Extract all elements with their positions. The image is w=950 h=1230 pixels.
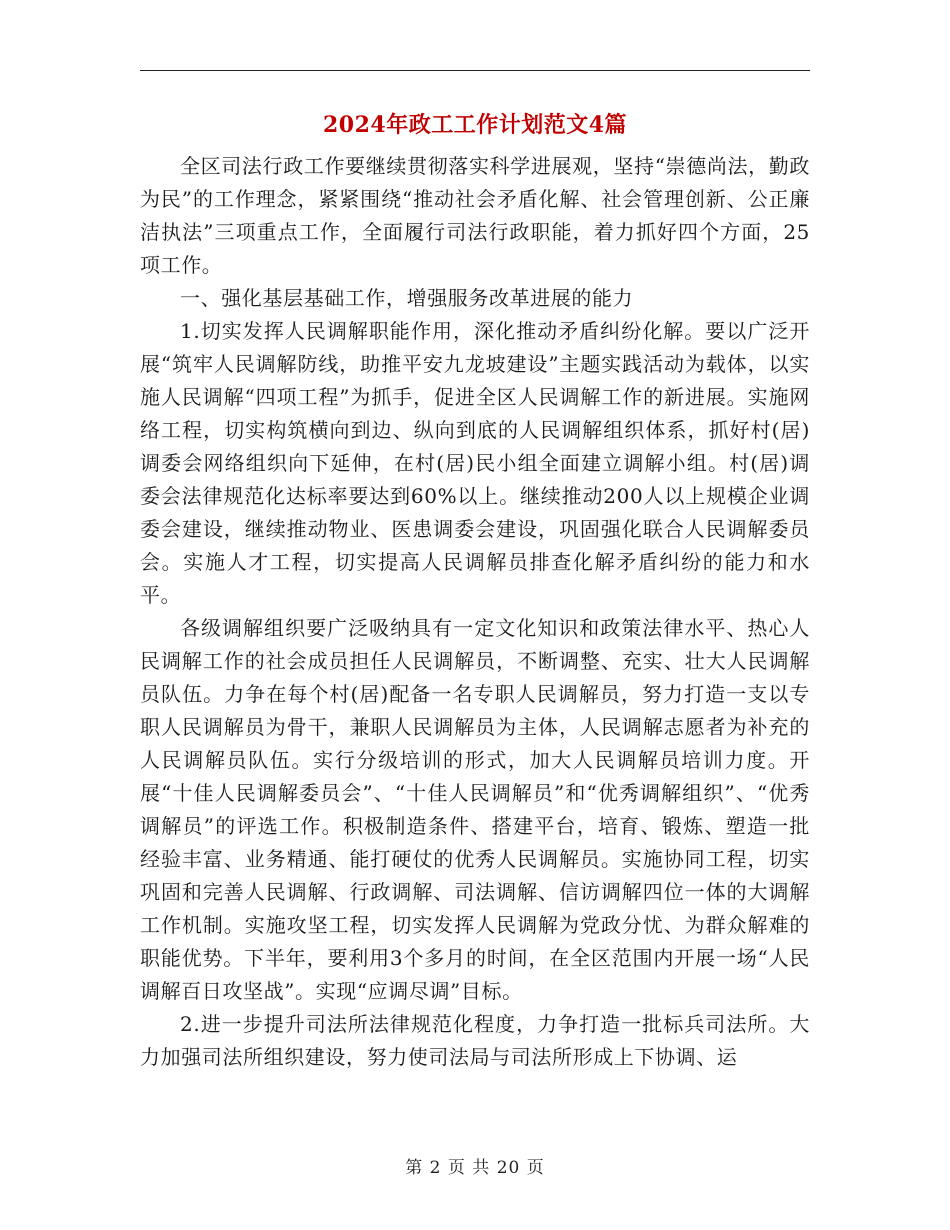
header-rule (140, 70, 810, 71)
page-footer: 第 2 页 共 20 页 (405, 1158, 545, 1178)
paragraph-mediators: 各级调解组织要广泛吸纳具有一定文化知识和政策法律水平、热心人民调解工作的社会成员担任人民调解员，不断调整、充实、壮大人民调解员队伍。力争在每个村(居)配备一名专职人民调解员，努力打造一支以专职人民调解员为骨干，兼职人民调解员为主体，人民调解志愿者为补充的人民调解员队伍。实行分级培训的形式，加大人民调解员培训力度。开展“十佳人民调解委员会”、“十佳人民调解员”和“优秀调解组织”、“优秀调解员”的评选工作。积极制造条件、搭建平台，培育、锻炼、塑造一批经验丰富、业务精通、能打硬仗的优秀人民调解员。实施协同工程，切实巩固和完善人民调解、行政调解、司法调解、信访调解四位一体的大调解工作机制。实施攻坚工程，切实发挥人民调解为党政分忧、为群众解难的职能优势。下半年，要利用3个多月的时间，在全区范围内开展一场“人民调解百日攻坚战”。实现“应调尽调”目标。 (140, 616, 810, 1003)
document-body (140, 150, 810, 1074)
paragraph-item-1: 1.切实发挥人民调解职能作用，深化推动矛盾纠纷化解。要以广泛开展“筑牢人民调解防线，助推平安九龙坡建设”主题实践活动为载体，以实施人民调解“四项工程”为抓手，促进全区人民调解工作的新进展。实施网络工程，切实构筑横向到边、纵向到底的人民调解组织体系，抓好村(居)调委会网络组织向下延伸，在村(居)民小组全面建立调解小组。村(居)调委会法律规范化达标率要达到60%以上。继续推动200人以上规模企业调委会建设，继续推动物业、医患调委会建设，巩固强化联合人民调解委员会。实施人才工程，切实提高人民调解员排查化解矛盾纠纷的能力和水平。 (140, 319, 810, 607)
paragraph-item-2: 2.进一步提升司法所法律规范化程度，力争打造一批标兵司法所。大力加强司法所组织建设，努力使司法局与司法所形成上下协调、运 (140, 1012, 810, 1069)
document-title: 2024年政工工作计划范文4篇 (322, 112, 628, 138)
section-heading: 一、强化基层基础工作，增强服务改革进展的能力 (180, 286, 634, 310)
paragraph-intro: 全区司法行政工作要继续贯彻落实科学进展观，坚持“崇德尚法，勤政为民”的工作理念，紧紧围绕“推动社会矛盾化解、社会管理创新、公正廉洁执法”三项重点工作，全面履行司法行政职能，着力抓好四个方面，25项工作。 (140, 154, 810, 277)
